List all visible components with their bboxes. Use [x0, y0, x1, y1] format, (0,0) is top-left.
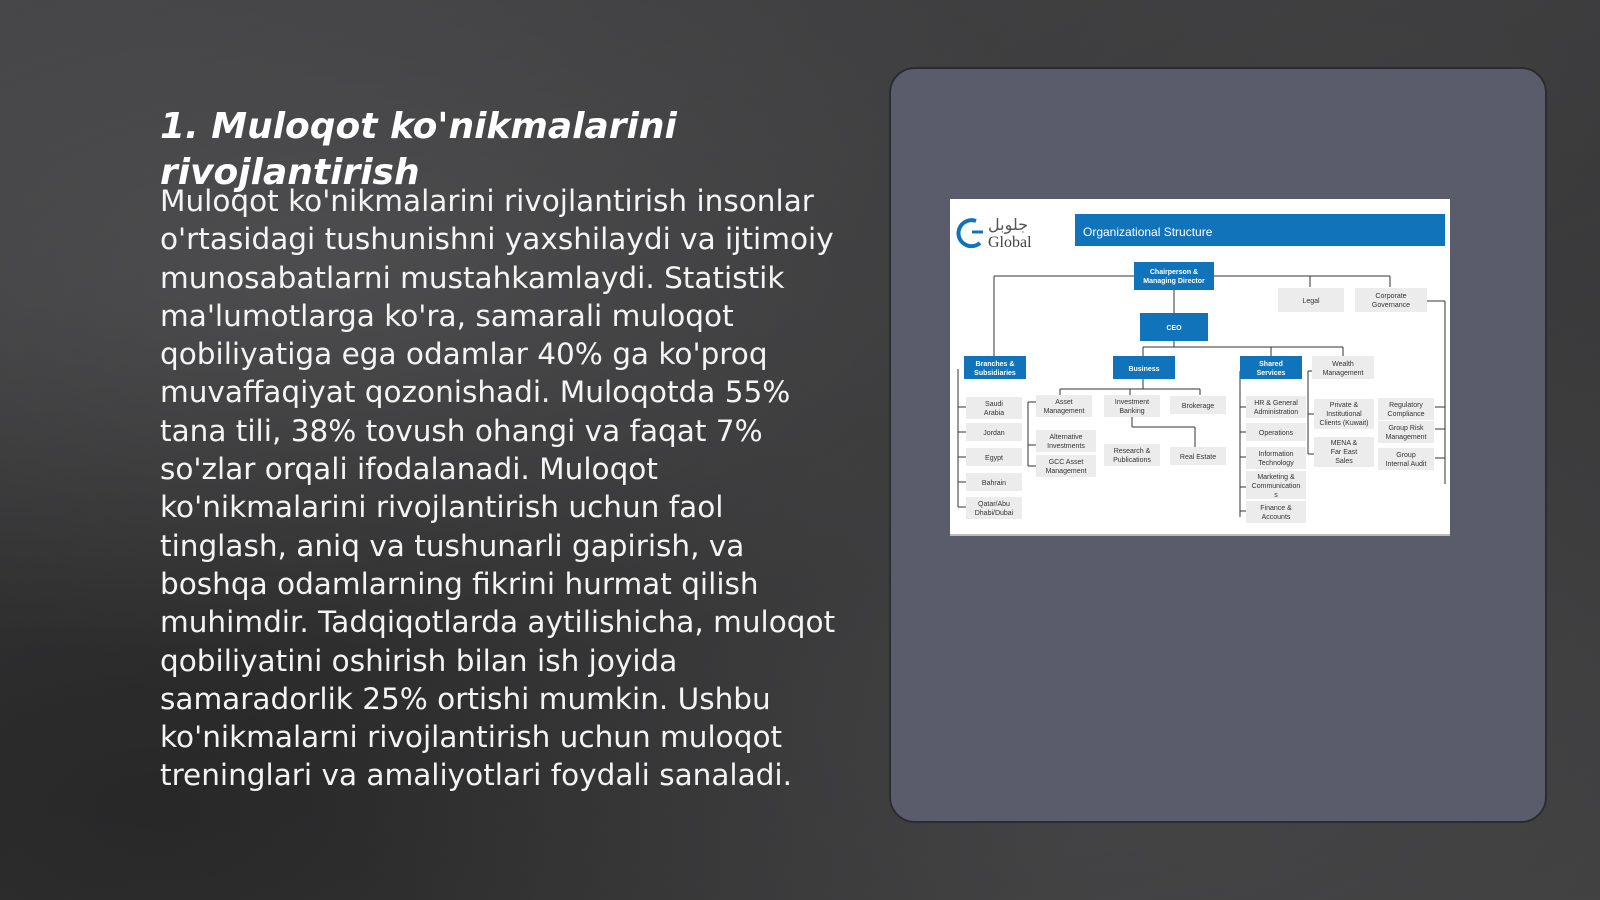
org-label-real-estate: Real Estate: [1179, 454, 1217, 461]
org-business-col2: [1104, 395, 1160, 466]
org-label-research-2: Publications: [1113, 457, 1151, 464]
org-label-branches-2: Subsidiaries: [974, 370, 1016, 377]
org-label-wealth-1: Wealth: [1332, 361, 1354, 368]
org-label-gcc-1: GCC Asset: [1048, 459, 1084, 466]
org-label-chairperson-1: Chairperson &: [1149, 269, 1199, 276]
org-label-hr-2: Administration: [1253, 409, 1299, 416]
org-label-finance-2: Accounts: [1261, 514, 1291, 521]
org-label-shared-1: Shared: [1259, 361, 1283, 368]
org-wealth-items: [1314, 399, 1374, 467]
org-label-bahrain: Bahrain: [981, 480, 1007, 487]
org-label-mena-2: Far East: [1330, 449, 1358, 456]
org-label-mena-1: MENA &: [1330, 440, 1358, 447]
org-label-legal: Legal: [1302, 298, 1320, 305]
org-box-chairperson: [1134, 262, 1214, 290]
org-label-private-2: Institutional: [1326, 411, 1362, 418]
org-label-internal-audit-1: Group: [1396, 452, 1416, 459]
org-business-col3: [1170, 396, 1226, 465]
org-label-private-3: Clients (Kuwait): [1319, 420, 1369, 427]
org-shared-items: [1246, 396, 1306, 523]
org-compliance-items: [1378, 398, 1434, 470]
org-label-regulatory-2: Compliance: [1387, 411, 1425, 418]
org-label-brokerage: Brokerage: [1181, 403, 1215, 410]
org-label-chairperson-2: Managing Director: [1143, 278, 1205, 285]
org-label-jordan: Jordan: [983, 430, 1005, 437]
slide-title: 1. Muloqot ko'nikmalarini rivojlantirish: [160, 106, 677, 193]
org-label-corpgov-2: Governance: [1371, 302, 1411, 309]
org-label-saudi-2: Arabia: [983, 410, 1005, 417]
org-label-branches-1: Branches &: [975, 361, 1015, 368]
org-label-regulatory-1: Regulatory: [1389, 402, 1423, 409]
org-label-saudi-1: Saudi: [985, 401, 1003, 408]
org-label-asset-1: Asset: [1055, 399, 1073, 406]
org-label-qatar-1: Qatar/Abu: [978, 501, 1010, 508]
logo-arabic-text: جلوبل: [988, 215, 1029, 234]
org-branch-items: [966, 397, 1022, 519]
org-label-operations: Operations: [1258, 430, 1294, 437]
org-label-it-1: Information: [1258, 451, 1294, 458]
global-logo: [958, 215, 1032, 251]
org-label-it-2: Technology: [1258, 460, 1294, 467]
org-chart-image: [950, 199, 1450, 536]
org-label-internal-audit-2: Internal Audit: [1385, 461, 1427, 468]
org-label-hr-1: HR & General: [1254, 400, 1298, 407]
org-label-gcc-2: Management: [1045, 468, 1087, 475]
logo-latin-text: Global: [988, 234, 1032, 251]
org-label-alternative-2: Investments: [1047, 443, 1085, 450]
org-label-asset-2: Management: [1043, 408, 1085, 415]
org-label-mena-3: Sales: [1335, 458, 1353, 465]
org-header-title: Organizational Structure: [1083, 225, 1213, 239]
org-label-group-risk-1: Group Risk: [1388, 425, 1424, 432]
org-label-marketing-1: Marketing &: [1257, 474, 1295, 481]
org-label-investment-1: Investment: [1114, 399, 1150, 406]
org-label-qatar-2: Dhabi/Dubai: [974, 510, 1014, 517]
org-label-shared-2: Services: [1256, 370, 1286, 377]
org-label-business: Business: [1128, 366, 1160, 373]
org-label-private-1: Private &: [1329, 402, 1359, 409]
org-business-col1: [1036, 395, 1096, 477]
org-label-corpgov-1: Corporate: [1375, 293, 1407, 300]
org-label-alternative-1: Alternative: [1049, 434, 1083, 441]
org-label-research-1: Research &: [1113, 448, 1151, 455]
org-chart-svg: [950, 199, 1450, 534]
org-label-marketing-3: s: [1274, 492, 1278, 499]
org-label-marketing-2: Communication: [1251, 483, 1301, 490]
org-label-investment-2: Banking: [1119, 408, 1145, 415]
org-label-ceo: CEO: [1166, 325, 1182, 332]
org-label-wealth-2: Management: [1322, 370, 1364, 377]
org-label-finance-1: Finance &: [1260, 505, 1292, 512]
slide-body-text: Muloqot ko'nikmalarini rivojlantirish insonlar o'rtasidagi tushunishni yaxshilaydi va ijtimoiy munosabatlarni mustahkamlaydi. Statistik ma'lumotlarga ko'ra, samarali muloqot qobiliyatiga ega odamlar 40% ga ko'proq muvaffaqiyat qozonishadi. Muloqotda 55% tana tili, 38% tovush ohangi va faqat 7% so'zlar orqali ifodalanadi. Muloqot ko'nikmalarini rivojlantirish uchun faol tinglash, aniq va tushunarli gapirish, va boshqa odamlarning fikrini hurmat qilish muhimdir. Tadqiqotlarda aytilishicha, muloqot qobiliyatini oshirish bilan ish joyida samaradorlik 25% ortishi mumkin. Ushbu ko'nikmalarni rivojlantirish uchun muloqot treninglari va amaliyotlari foydali sanaladi.: [160, 184, 836, 793]
org-label-egypt: Egypt: [985, 455, 1003, 462]
org-label-group-risk-2: Management: [1385, 434, 1427, 441]
